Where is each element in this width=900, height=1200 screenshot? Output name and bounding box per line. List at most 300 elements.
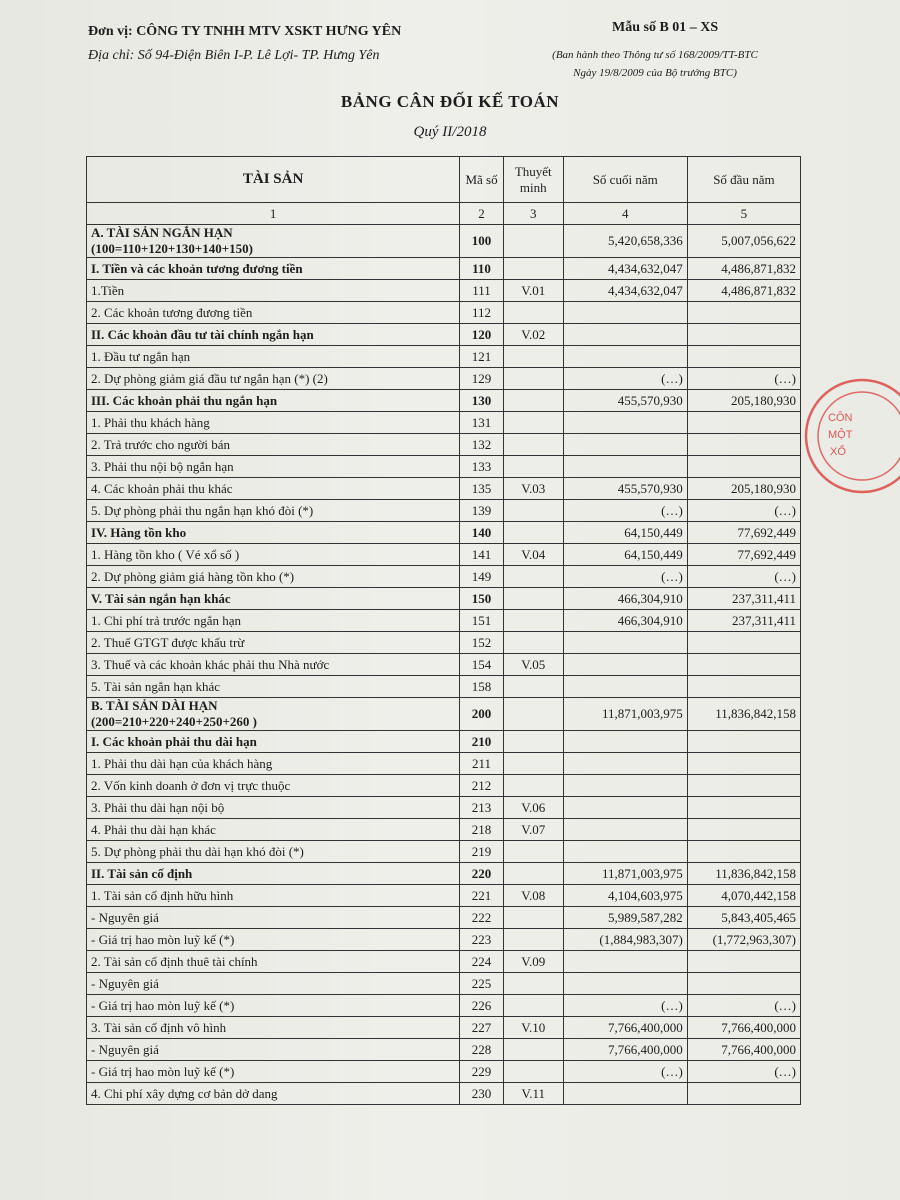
row-name-formula: (200=210+220+240+250+260 ): [91, 714, 257, 729]
col-header-start: Số đầu năm: [687, 157, 800, 203]
row-code: 120: [460, 324, 504, 346]
row-name: [87, 610, 460, 632]
row-code: 154: [460, 654, 504, 676]
row-start-value: 5,843,405,465: [687, 907, 800, 929]
row-code: 158: [460, 676, 504, 698]
row-note: [503, 841, 563, 863]
row-note: [503, 863, 563, 885]
row-name: [87, 412, 460, 434]
row-start-value: [687, 797, 800, 819]
svg-text:CÔN: CÔN: [828, 412, 853, 424]
svg-text:MỘT: MỘT: [828, 429, 853, 441]
row-name-line: II. Tài sản cố định: [91, 865, 193, 881]
row-note: V.03: [503, 478, 563, 500]
row-end-value: 4,434,632,047: [563, 280, 687, 302]
row-end-value: 455,570,930: [563, 478, 687, 500]
row-name-line: 4. Phải thu dài hạn khác: [91, 821, 216, 837]
row-name: [87, 225, 460, 258]
row-name: [87, 841, 460, 863]
row-start-value: (…): [687, 566, 800, 588]
table-header-row: [87, 157, 801, 203]
col-header-code: Mã số: [460, 157, 504, 203]
table-row: [87, 775, 801, 797]
row-name-line: 1. Tài sản cố định hữu hình: [91, 887, 234, 903]
table-row: [87, 1061, 801, 1083]
note-line-1: (Ban hành theo Thông tư số 168/2009/TT-BTC: [552, 49, 758, 61]
row-code: 218: [460, 819, 504, 841]
row-end-value: [563, 456, 687, 478]
row-end-value: (…): [563, 1061, 687, 1083]
row-code: 210: [460, 731, 504, 753]
row-code: 141: [460, 544, 504, 566]
table-row: [87, 676, 801, 698]
row-name: [87, 775, 460, 797]
table-row: [87, 456, 801, 478]
row-end-value: (1,884,983,307): [563, 929, 687, 951]
row-note: [503, 434, 563, 456]
row-name-formula: (100=110+120+130+140+150): [91, 241, 253, 256]
row-name-line: 2. Thuế GTGT được khấu trừ: [91, 634, 245, 650]
row-name: [87, 346, 460, 368]
row-note: [503, 1039, 563, 1061]
row-note: [503, 698, 563, 731]
row-name: [87, 478, 460, 500]
row-start-value: 4,070,442,158: [687, 885, 800, 907]
row-name-line: 1. Đầu tư ngắn hạn: [91, 348, 191, 364]
row-end-value: 5,420,658,336: [563, 225, 687, 258]
note-line-2: Ngày 19/8/2009 của Bộ trưởng BTC): [573, 67, 737, 79]
row-name: [87, 544, 460, 566]
row-code: 228: [460, 1039, 504, 1061]
row-note: [503, 225, 563, 258]
table-row: [87, 368, 801, 390]
row-name: [87, 1017, 460, 1039]
row-name-line: - Giá trị hao mòn luỹ kế (*): [91, 1063, 235, 1079]
row-name: [87, 907, 460, 929]
table-row: [87, 863, 801, 885]
row-end-value: [563, 346, 687, 368]
table-row: [87, 390, 801, 412]
row-note: [503, 632, 563, 654]
row-start-value: [687, 434, 800, 456]
svg-text:XỔ: XỔ: [830, 446, 846, 458]
row-name-line: I. Tiền và các khoản tương đương tiền: [91, 260, 303, 276]
row-name-line: 5. Dự phòng phải thu ngắn hạn khó đòi (*): [91, 502, 314, 518]
row-note: [503, 522, 563, 544]
row-end-value: [563, 951, 687, 973]
table-row: [87, 1083, 801, 1105]
row-code: 212: [460, 775, 504, 797]
row-name-line: 3. Tài sản cố định vô hình: [91, 1019, 227, 1035]
row-name: [87, 588, 460, 610]
row-name: [87, 566, 460, 588]
company-seal: [800, 366, 900, 506]
row-code: 151: [460, 610, 504, 632]
row-name-line: 5. Tài sản ngắn hạn khác: [91, 678, 220, 694]
row-name: [87, 456, 460, 478]
row-name: [87, 324, 460, 346]
row-end-value: [563, 324, 687, 346]
row-name-line: A. TÀI SẢN NGẮN HẠN: [91, 225, 233, 240]
table-row: [87, 412, 801, 434]
row-name: [87, 731, 460, 753]
row-start-value: (…): [687, 1061, 800, 1083]
row-start-value: (…): [687, 368, 800, 390]
row-name-line: 2. Tài sản cố định thuê tài chính: [91, 953, 258, 969]
row-start-value: [687, 302, 800, 324]
row-name: [87, 676, 460, 698]
row-start-value: [687, 841, 800, 863]
row-note: [503, 500, 563, 522]
table-row: [87, 797, 801, 819]
row-code: 131: [460, 412, 504, 434]
row-name-line: IV. Hàng tồn kho: [91, 524, 187, 540]
row-start-value: [687, 951, 800, 973]
row-note: V.08: [503, 885, 563, 907]
row-start-value: [687, 654, 800, 676]
row-name: [87, 753, 460, 775]
row-name: [87, 973, 460, 995]
col-header-end: Số cuối năm: [563, 157, 687, 203]
row-name-line: 2. Các khoản tương đương tiền: [91, 304, 253, 320]
table-row: [87, 654, 801, 676]
row-code: 112: [460, 302, 504, 324]
table-row: [87, 907, 801, 929]
row-code: 129: [460, 368, 504, 390]
row-code: 225: [460, 973, 504, 995]
row-end-value: [563, 1083, 687, 1105]
row-start-value: [687, 731, 800, 753]
table-row: [87, 731, 801, 753]
row-name-line: - Nguyên giá: [91, 975, 159, 991]
row-note: [503, 753, 563, 775]
row-note: [503, 302, 563, 324]
row-start-value: 11,836,842,158: [687, 863, 800, 885]
row-note: V.05: [503, 654, 563, 676]
row-end-value: (…): [563, 566, 687, 588]
row-name: [87, 280, 460, 302]
row-name-line: 1. Phải thu khách hàng: [91, 414, 210, 430]
row-name-line: V. Tài sản ngắn hạn khác: [91, 590, 231, 606]
row-start-value: [687, 346, 800, 368]
row-name-line: 3. Phải thu dài hạn nội bộ: [91, 799, 225, 815]
table-row: [87, 929, 801, 951]
row-end-value: 4,104,603,975: [563, 885, 687, 907]
row-code: 135: [460, 478, 504, 500]
row-name: [87, 929, 460, 951]
row-name: [87, 698, 460, 731]
row-note: V.10: [503, 1017, 563, 1039]
row-name-line: 4. Các khoản phải thu khác: [91, 480, 233, 496]
row-note: [503, 1061, 563, 1083]
row-end-value: [563, 731, 687, 753]
row-end-value: 466,304,910: [563, 588, 687, 610]
row-end-value: (…): [563, 995, 687, 1017]
row-name: [87, 863, 460, 885]
row-name: [87, 885, 460, 907]
row-name-line: B. TÀI SẢN DÀI HẠN: [91, 698, 218, 713]
row-end-value: 7,766,400,000: [563, 1017, 687, 1039]
row-start-value: 4,486,871,832: [687, 258, 800, 280]
row-note: V.04: [503, 544, 563, 566]
row-start-value: [687, 753, 800, 775]
table-row: [87, 1017, 801, 1039]
row-end-value: 11,871,003,975: [563, 698, 687, 731]
row-note: V.01: [503, 280, 563, 302]
table-row: [87, 280, 801, 302]
row-start-value: 7,766,400,000: [687, 1017, 800, 1039]
row-name-line: 1.Tiền: [91, 282, 125, 298]
row-note: [503, 973, 563, 995]
company-address: Địa chỉ: Số 94-Điện Biên I-P. Lê Lợi- TP. Hưng Yên: [88, 48, 380, 63]
row-name: [87, 368, 460, 390]
row-name: [87, 434, 460, 456]
row-name-line: - Giá trị hao mòn luỹ kế (*): [91, 997, 235, 1013]
row-note: V.02: [503, 324, 563, 346]
row-end-value: [563, 753, 687, 775]
row-end-value: [563, 632, 687, 654]
table-row: [87, 302, 801, 324]
row-name-line: 2. Dự phòng giảm giá hàng tồn kho (*): [91, 568, 295, 584]
row-name: [87, 1039, 460, 1061]
row-note: [503, 390, 563, 412]
table-row: [87, 753, 801, 775]
row-start-value: 205,180,930: [687, 478, 800, 500]
table-row: [87, 500, 801, 522]
row-code: 150: [460, 588, 504, 610]
row-start-value: [687, 676, 800, 698]
row-code: 220: [460, 863, 504, 885]
row-note: [503, 610, 563, 632]
row-end-value: [563, 973, 687, 995]
row-start-value: [687, 775, 800, 797]
row-start-value: (…): [687, 995, 800, 1017]
row-code: 223: [460, 929, 504, 951]
row-start-value: (…): [687, 500, 800, 522]
row-name-line: 1. Hàng tồn kho ( Vé xổ số ): [91, 546, 240, 562]
row-name-line: 5. Dự phòng phải thu dài hạn khó đòi (*): [91, 843, 304, 859]
row-name-line: 4. Chi phí xây dựng cơ bản dở dang: [91, 1085, 278, 1101]
row-note: [503, 907, 563, 929]
row-code: 219: [460, 841, 504, 863]
row-note: [503, 258, 563, 280]
row-end-value: 64,150,449: [563, 544, 687, 566]
row-note: [503, 566, 563, 588]
row-start-value: 237,311,411: [687, 588, 800, 610]
col-header-note: Thuyết minh: [503, 157, 563, 203]
row-note: [503, 588, 563, 610]
row-code: 221: [460, 885, 504, 907]
row-name-line: 1. Chi phí trả trước ngắn hạn: [91, 612, 242, 628]
row-start-value: 77,692,449: [687, 544, 800, 566]
row-note: [503, 676, 563, 698]
form-issuance-note: [520, 46, 790, 82]
row-name-line: 2. Trả trước cho người bán: [91, 436, 231, 452]
table-row: [87, 973, 801, 995]
table-row: [87, 951, 801, 973]
row-name-line: - Nguyên giá: [91, 909, 159, 925]
row-code: 200: [460, 698, 504, 731]
row-name: [87, 500, 460, 522]
row-end-value: [563, 841, 687, 863]
row-name-line: - Giá trị hao mòn luỹ kế (*): [91, 931, 235, 947]
row-code: 227: [460, 1017, 504, 1039]
row-start-value: 77,692,449: [687, 522, 800, 544]
col-number: 2: [460, 203, 504, 225]
row-end-value: 466,304,910: [563, 610, 687, 632]
table-row: [87, 885, 801, 907]
row-name-line: 1. Phải thu dài hạn của khách hàng: [91, 755, 273, 771]
row-note: [503, 995, 563, 1017]
row-start-value: [687, 412, 800, 434]
row-end-value: 5,989,587,282: [563, 907, 687, 929]
row-name-line: 2. Vốn kinh doanh ở đơn vị trực thuộc: [91, 777, 291, 793]
row-name: [87, 390, 460, 412]
row-code: 133: [460, 456, 504, 478]
table-row: [87, 434, 801, 456]
row-end-value: [563, 775, 687, 797]
row-start-value: 11,836,842,158: [687, 698, 800, 731]
row-code: 211: [460, 753, 504, 775]
row-end-value: 4,434,632,047: [563, 258, 687, 280]
form-number: Mẫu số B 01 – XS: [612, 20, 719, 35]
row-start-value: 205,180,930: [687, 390, 800, 412]
row-note: [503, 412, 563, 434]
row-start-value: [687, 819, 800, 841]
row-end-value: (…): [563, 368, 687, 390]
row-name: [87, 819, 460, 841]
row-code: 152: [460, 632, 504, 654]
table-row: [87, 478, 801, 500]
row-note: [503, 456, 563, 478]
row-name: [87, 258, 460, 280]
table-row: [87, 324, 801, 346]
row-start-value: 4,486,871,832: [687, 280, 800, 302]
column-number-row: [87, 203, 801, 225]
table-row: [87, 610, 801, 632]
table-row: [87, 566, 801, 588]
document-title: BẢNG CÂN ĐỐI KẾ TOÁN: [340, 92, 560, 111]
row-code: 111: [460, 280, 504, 302]
table-row: [87, 698, 801, 731]
row-code: 121: [460, 346, 504, 368]
table-row: [87, 995, 801, 1017]
row-end-value: [563, 654, 687, 676]
row-end-value: [563, 302, 687, 324]
table-row: [87, 346, 801, 368]
table-row: [87, 544, 801, 566]
row-end-value: 11,871,003,975: [563, 863, 687, 885]
row-start-value: [687, 1083, 800, 1105]
row-name-line: II. Các khoản đầu tư tài chính ngắn hạn: [91, 326, 314, 342]
row-end-value: 7,766,400,000: [563, 1039, 687, 1061]
row-code: 213: [460, 797, 504, 819]
row-code: 230: [460, 1083, 504, 1105]
row-name-line: III. Các khoản phải thu ngắn hạn: [91, 392, 278, 408]
row-name: [87, 654, 460, 676]
row-code: 149: [460, 566, 504, 588]
row-note: V.11: [503, 1083, 563, 1105]
row-name: [87, 797, 460, 819]
row-end-value: 64,150,449: [563, 522, 687, 544]
col-header-assets: TÀI SẢN: [87, 157, 460, 203]
row-name-line: 2. Dự phòng giảm giá đầu tư ngắn hạn (*) (2): [91, 370, 328, 386]
row-code: 132: [460, 434, 504, 456]
row-start-value: 7,766,400,000: [687, 1039, 800, 1061]
table-row: [87, 841, 801, 863]
table-row: [87, 1039, 801, 1061]
col-number: 1: [87, 203, 460, 225]
row-start-value: 5,007,056,622: [687, 225, 800, 258]
table-body: [87, 225, 801, 1105]
row-end-value: [563, 434, 687, 456]
row-code: 226: [460, 995, 504, 1017]
table-row: [87, 522, 801, 544]
row-name-line: 3. Thuế và các khoản khác phải thu Nhà nước: [91, 656, 330, 672]
row-code: 224: [460, 951, 504, 973]
row-start-value: [687, 632, 800, 654]
row-note: V.07: [503, 819, 563, 841]
row-code: 139: [460, 500, 504, 522]
row-end-value: [563, 797, 687, 819]
row-code: 130: [460, 390, 504, 412]
row-code: 110: [460, 258, 504, 280]
row-name-line: - Nguyên giá: [91, 1041, 159, 1057]
row-start-value: [687, 324, 800, 346]
col-number: 5: [687, 203, 800, 225]
row-end-value: [563, 676, 687, 698]
row-start-value: 237,311,411: [687, 610, 800, 632]
row-end-value: [563, 412, 687, 434]
balance-sheet-table: [86, 156, 801, 1105]
row-end-value: [563, 819, 687, 841]
report-period: Quý II/2018: [413, 124, 487, 140]
row-code: 140: [460, 522, 504, 544]
row-name: [87, 995, 460, 1017]
row-name-line: I. Các khoản phải thu dài hạn: [91, 733, 257, 749]
row-start-value: [687, 456, 800, 478]
row-end-value: 455,570,930: [563, 390, 687, 412]
row-note: V.09: [503, 951, 563, 973]
table-row: [87, 819, 801, 841]
row-start-value: [687, 973, 800, 995]
table-row: [87, 632, 801, 654]
table-row: [87, 588, 801, 610]
col-number: 3: [503, 203, 563, 225]
row-note: [503, 775, 563, 797]
col-number: 4: [563, 203, 687, 225]
row-note: [503, 368, 563, 390]
row-note: [503, 929, 563, 951]
row-code: 222: [460, 907, 504, 929]
row-name: [87, 1083, 460, 1105]
row-name: [87, 522, 460, 544]
row-name: [87, 951, 460, 973]
row-name: [87, 1061, 460, 1083]
row-code: 100: [460, 225, 504, 258]
company-unit: Đơn vị: CÔNG TY TNHH MTV XSKT HƯNG YÊN: [88, 24, 402, 39]
table-row: [87, 258, 801, 280]
row-name: [87, 302, 460, 324]
row-name-line: 3. Phải thu nội bộ ngắn hạn: [91, 458, 234, 474]
row-start-value: (1,772,963,307): [687, 929, 800, 951]
row-note: [503, 346, 563, 368]
row-end-value: (…): [563, 500, 687, 522]
table-row: [87, 225, 801, 258]
row-note: V.06: [503, 797, 563, 819]
row-code: 229: [460, 1061, 504, 1083]
row-name: [87, 632, 460, 654]
